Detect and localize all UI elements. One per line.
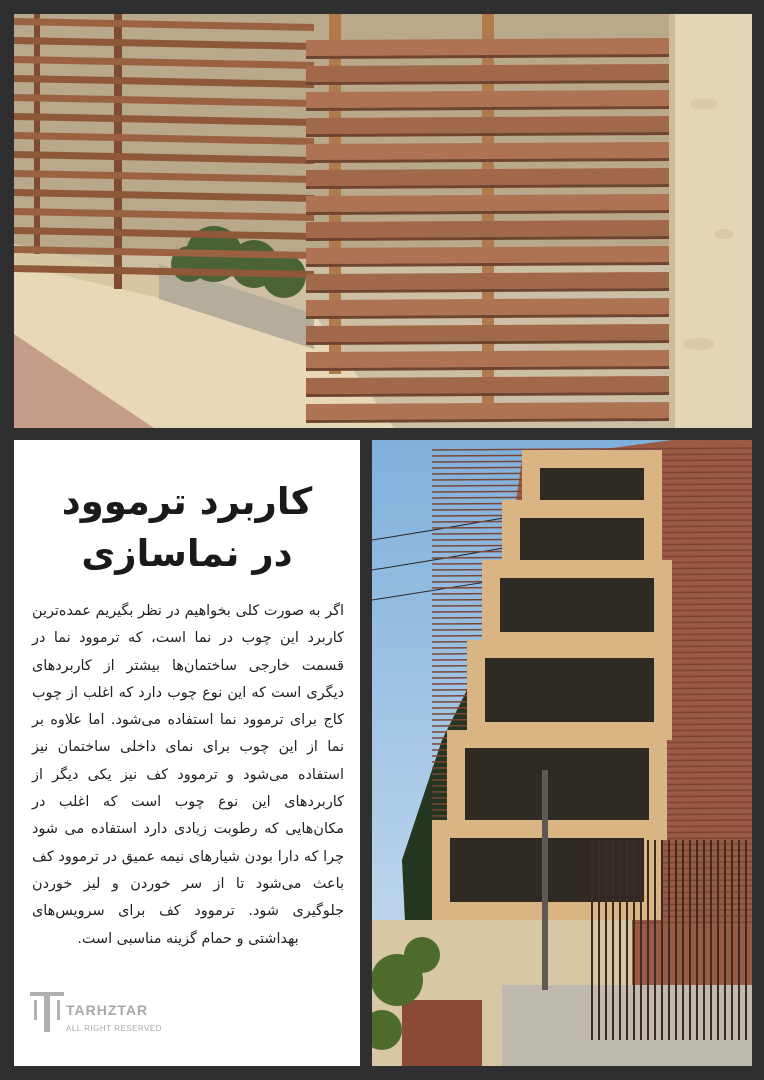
article-title-line-2: در نماسازی	[81, 532, 293, 575]
watermark	[30, 988, 200, 1048]
article-title-line-1: کاربرد ترموود	[61, 480, 313, 523]
watermark-rights: ALL RIGHT RESERVED	[66, 1024, 162, 1033]
article-title	[14, 476, 360, 580]
building-facade-illustration	[372, 440, 752, 1066]
article-body: اگر به صورت کلی بخواهیم در نظر بگیریم عمده‌ترین کاربرد این چوب در نما است، که ترموود نما در قسمت خارجی ساختمان‌ها بیشتر از کاربردهای دیگری است که این نوع چوب دارد که اغلب از چوب کاج برای ترموود نما استفاده می‌شود. اما علاوه بر نما از این چوب برای نمای داخلی ساختمان نیز استفاده می‌شود و ترموود کف نیز یکی دیگر از کاربردهای این نوع چوب است که اغلب در مکان‌هایی که رطوبت زیادی دارد استفاده می شود چرا که دارا بودن شیارهای نیمه عمیق در ترموود کف باعث می‌شود تا از سر خوردن و لیز خوردن جلوگیری شود. ترموود کف برای سرویس‌های بهداشتی و حمام گزینه مناسبی است.	[32, 603, 344, 947]
watermark-brand: TARHZTAR	[66, 1002, 149, 1018]
building-facade-photo	[372, 440, 752, 1066]
wooden-louvre-illustration	[14, 14, 752, 428]
watermark-logo-icon	[30, 990, 64, 1034]
wooden-louvre-photo	[14, 14, 752, 428]
article-card	[14, 440, 360, 1066]
